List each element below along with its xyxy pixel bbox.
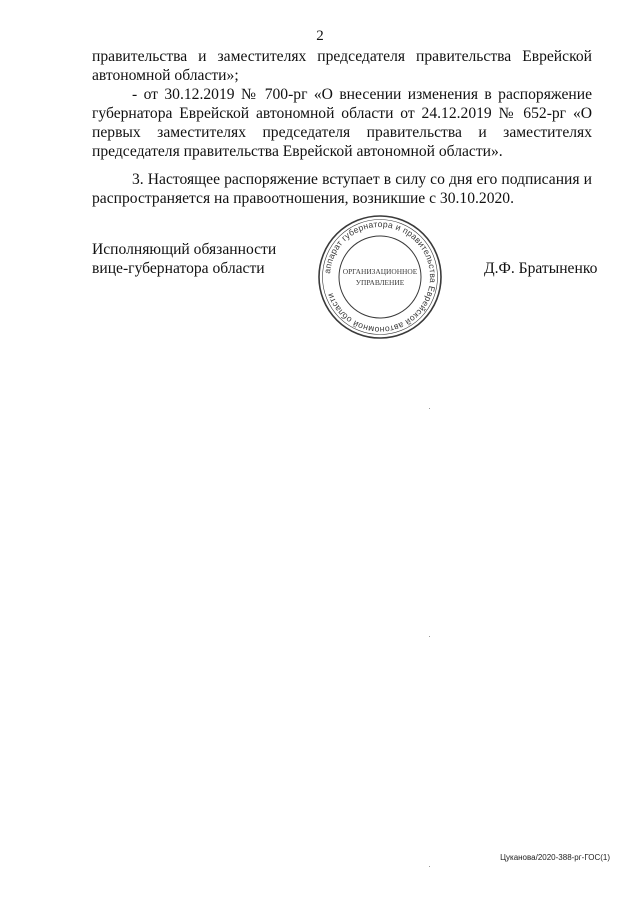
signer-title-line-1: Исполняющий обязанности (92, 241, 277, 258)
seal-inner-ring (339, 236, 421, 318)
paragraph-continuation: правительства и заместителях председателя правительства Еврейской автономной области»; (92, 48, 592, 84)
page-number: 2 (316, 28, 324, 44)
paragraph-clause-3: 3. Настоящее распоряжение вступает в силу со дня его подписания и распространяется на правоотношения, возникшие с 30.10.2020. (92, 171, 592, 207)
footer-reference: Цуканова/2020-388-рг-ГОС(1) (500, 853, 610, 862)
official-seal (316, 213, 444, 341)
seal-ring-text: аппарат губернатора и правительства Еврейской автономной области (322, 218, 439, 336)
signer-name: Д.Ф. Братыненко (484, 260, 598, 277)
scan-speck (429, 866, 430, 867)
seal-center-line-1: ОРГАНИЗАЦИОННОЕ (342, 267, 418, 276)
seal-outer-ring (319, 216, 441, 338)
paragraph-list-item: - от 30.12.2019 № 700-рг «О внесении изменения в распоряжение губернатора Еврейской автономной области от 24.12.2019 № 652-рг «О первых заместителях председателя правительства и заместителях председателя правительства Еврейской автономной области». (92, 86, 592, 160)
seal-graphic (316, 213, 444, 341)
document-body (92, 47, 592, 208)
signer-title-line-2: вице-губернатора области (92, 260, 265, 277)
scan-speck (429, 636, 430, 637)
seal-center-line-2: УПРАВЛЕНИЕ (355, 278, 405, 287)
signer-title (92, 240, 276, 278)
scan-speck (429, 408, 430, 409)
